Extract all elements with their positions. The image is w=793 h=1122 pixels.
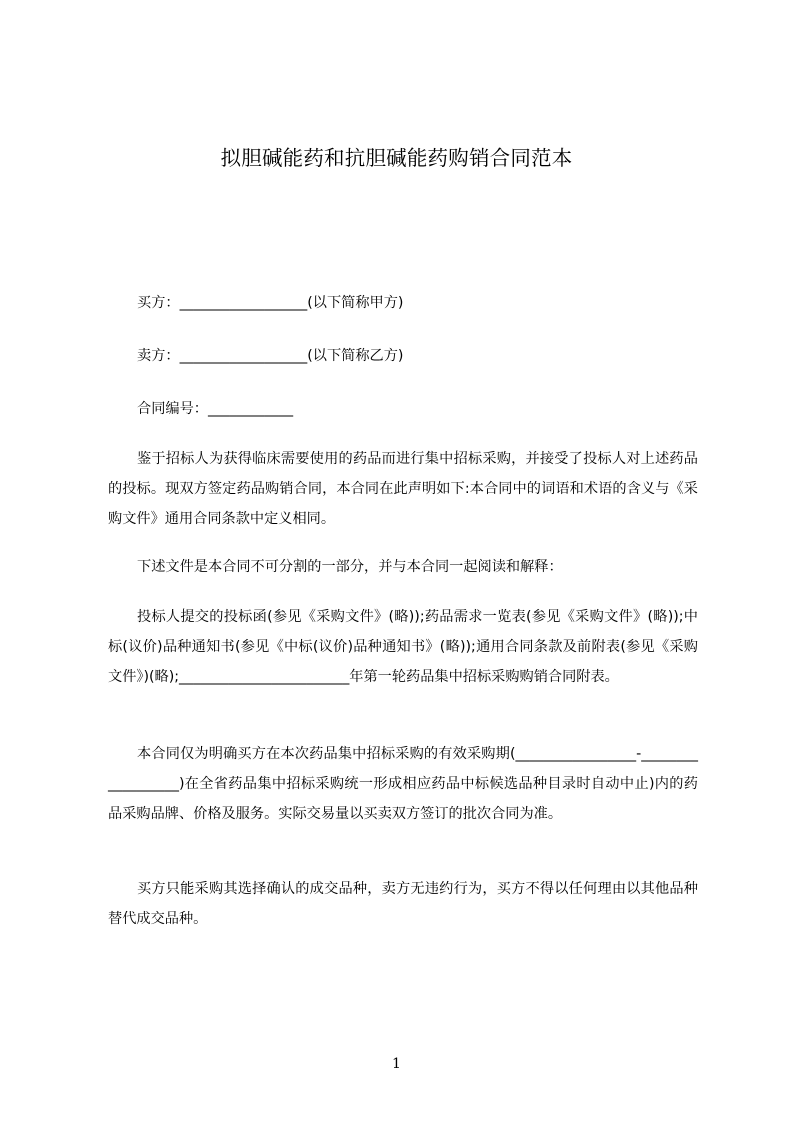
paragraph-documents-list: 投标人提交的投标函(参见《采购文件》(略));药品需求一览表(参见《采购文件》(略));中标(议价)品种通知书(参见《中标(议价)品种通知书》(略));通用合同条款及前附表(参见《采购文件》)(略);________________________年第一轮药品集中招标采购购销合同附表。	[108, 609, 698, 685]
document-title: 拟胆碱能药和抗胆碱能药购销合同范本	[220, 146, 573, 170]
seller-line: 卖方：__________________(以下简称乙方)	[137, 348, 404, 364]
paragraph-procurement-period: 本合同仅为明确买方在本次药品集中招标采购的有效采购期(_________________-__________________)在全省药品集中招标采购统一形成相应药品中标候选品种目录时自动中止)内的药品采购品牌、价格及服务。实际交易量以买卖双方签订的批次合同为准。	[108, 746, 698, 822]
contract-number-line: 合同编号：____________	[137, 401, 294, 417]
paragraph-preamble: 鉴于招标人为获得临床需要使用的药品而进行集中招标采购，并接受了投标人对上述药品的投标。现双方签定药品购销合同，本合同在此声明如下:本合同中的词语和术语的含义与《采购文件》通用合同条款中定义相同。	[108, 451, 698, 527]
paragraph-substitution: 买方只能采购其选择确认的成交品种，卖方无违约行为，买方不得以任何理由以其他品种替代成交品种。	[108, 881, 698, 927]
page-number: 1	[392, 1056, 401, 1072]
paragraph-documents-intro: 下述文件是本合同不可分割的一部分，并与本合同一起阅读和解释：	[137, 559, 563, 575]
buyer-line: 买方：__________________(以下简称甲方)	[137, 295, 404, 311]
